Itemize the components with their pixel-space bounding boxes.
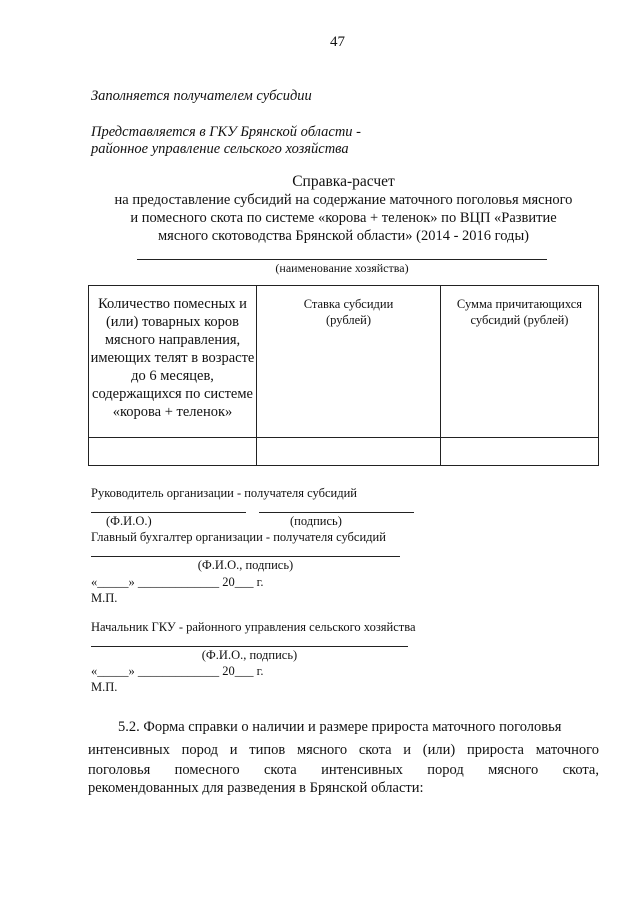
document-title: Справка-расчет xyxy=(292,173,395,190)
note-filled-by-recipient: Заполняется получателем субсидии xyxy=(91,88,312,104)
note-submitted-line-2: районное управление сельского хозяйства xyxy=(91,141,349,157)
page-number: 47 xyxy=(330,34,345,50)
farm-name-caption: (наименование хозяйства) xyxy=(275,261,409,275)
section-5-2-line-4: рекомендованных для разведения в Брянской области: xyxy=(88,780,424,796)
header-cows-count: Количество помесных и (или) товарных коров мясного направления, имеющих телят в возрасте до 6 месяцев, содержащихся по системе «корова + теленок» xyxy=(89,286,257,438)
fio-line xyxy=(91,512,246,513)
section-5-2-line-1: 5.2. Форма справки о наличии и размере прироста маточного поголовья xyxy=(118,719,562,735)
table-cell-cows xyxy=(89,438,257,466)
date-line-2: «_____» _____________ 20___ г. xyxy=(91,664,264,678)
gku-head-title: Начальник ГКУ - районного управления сельского хозяйства xyxy=(91,620,416,634)
signature-caption: (подпись) xyxy=(290,514,342,528)
fio-caption: (Ф.И.О.) xyxy=(106,514,152,528)
header-subsidy-sum: Сумма причитающихся субсидий (рублей) xyxy=(441,286,599,438)
calculation-table xyxy=(88,285,599,466)
accountant-title: Главный бухгалтер организации - получателя субсидий xyxy=(91,530,386,544)
stamp-label-2: М.П. xyxy=(91,680,118,694)
gku-signature-line xyxy=(91,646,408,647)
signature-line xyxy=(259,512,414,513)
section-5-2-line-3: поголовья помесного скота интенсивных пород мясного скота, xyxy=(88,762,599,778)
gku-fio-caption: (Ф.И.О., подпись) xyxy=(201,648,298,662)
date-line: «_____» _____________ 20___ г. xyxy=(91,575,264,589)
note-submitted-line-1: Представляется в ГКУ Брянской области - xyxy=(91,124,362,140)
subtitle-line-2: и помесного скота по системе «корова + теленок» по ВЦП «Развитие xyxy=(130,210,557,226)
subtitle-line-1: на предоставление субсидий на содержание маточного поголовья мясного xyxy=(114,192,573,208)
head-title: Руководитель организации - получателя субсидий xyxy=(91,486,357,500)
header-subsidy-rate: Ставка субсидии (рублей) xyxy=(257,286,441,438)
table-cell-sum xyxy=(441,438,599,466)
subtitle-line-3: мясного скотоводства Брянской области» (2014 - 2016 годы) xyxy=(157,228,530,244)
table-cell-rate xyxy=(257,438,441,466)
accountant-signature-line xyxy=(91,556,400,557)
accountant-fio-caption: (Ф.И.О., подпись) xyxy=(197,558,294,572)
stamp-label: М.П. xyxy=(91,591,118,605)
farm-name-line xyxy=(137,259,547,260)
section-5-2-line-2: интенсивных пород и типов мясного скота и (или) прироста маточного xyxy=(88,742,599,758)
